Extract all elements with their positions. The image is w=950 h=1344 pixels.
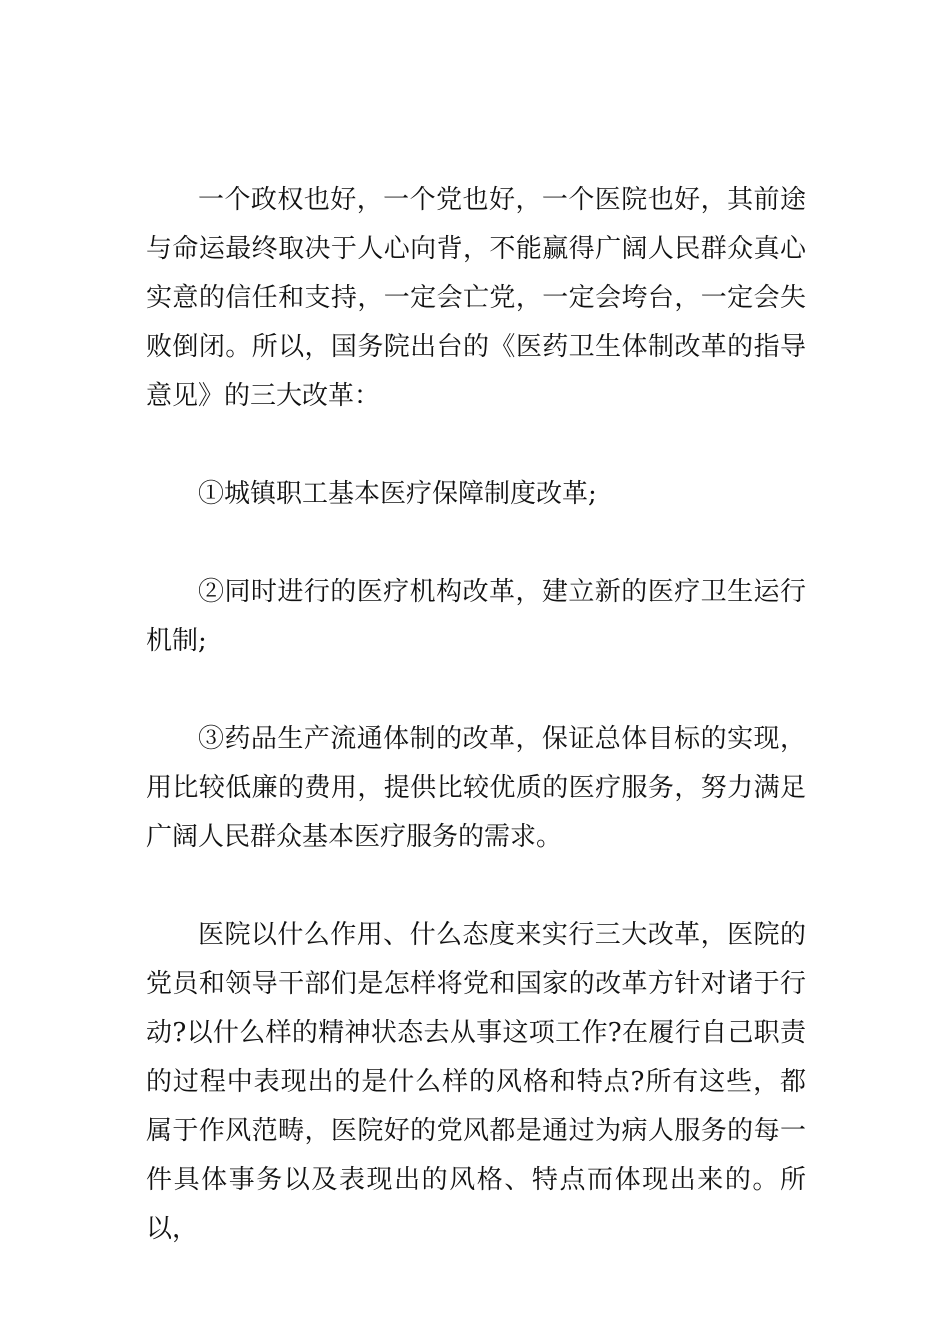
document-body [146, 176, 806, 1254]
paragraph-reform-1: ①城镇职工基本医疗保障制度改革; [198, 479, 597, 509]
paragraph-gap [146, 666, 806, 715]
paragraph-gap [146, 862, 806, 911]
paragraph-reform-2: ②同时进行的医疗机构改革，建立新的医疗卫生运行机制; [146, 577, 806, 656]
paragraph-gap [146, 519, 806, 568]
paragraph-hospital-conduct: 医院以什么作用、什么态度来实行三大改革，医院的党员和领导干部们是怎样将党和国家的改革方针对诸于行动?以什么样的精神状态去从事这项工作?在履行自己职责的过程中表现出的是什么样的风格和特点?所有这些，都属于作风范畴，医院好的党风都是通过为病人服务的每一件具体事务以及表现出的风格、特点而体现出来的。所以， [146, 920, 806, 1244]
paragraph-reform-3: ③药品生产流通体制的改革，保证总体目标的实现，用比较低廉的费用，提供比较优质的医疗服务，努力满足广阔人民群众基本医疗服务的需求。 [146, 724, 806, 852]
paragraph-gap [146, 421, 806, 470]
paragraph-intro: 一个政权也好，一个党也好，一个医院也好，其前途与命运最终取决于人心向背，不能赢得广阔人民群众真心实意的信任和支持，一定会亡党，一定会垮台，一定会失败倒闭。所以，国务院出台的《医药卫生体制改革的指导意见》的三大改革： [146, 185, 806, 411]
